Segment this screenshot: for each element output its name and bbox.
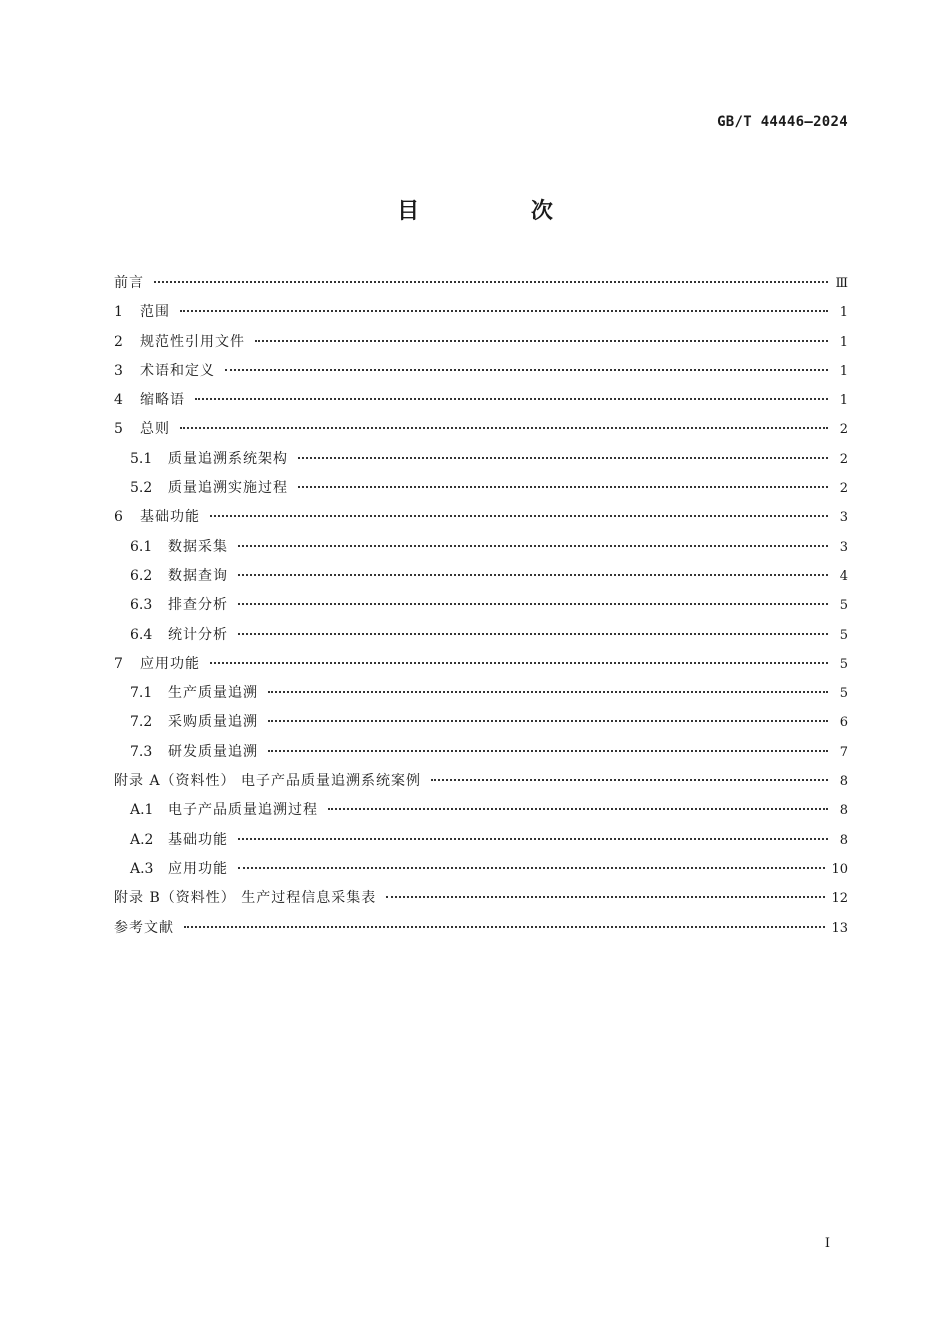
toc-entry-label: 排查分析: [168, 597, 228, 614]
toc-leader: [180, 308, 828, 312]
toc-entry-page: 1: [839, 305, 848, 321]
toc-entry-label: 总则: [140, 421, 170, 438]
toc-entry-page: 4: [839, 568, 848, 584]
toc-leader: [238, 543, 828, 547]
toc-entry-label: 附录 A（资料性） 电子产品质量追溯系统案例: [114, 773, 422, 790]
toc-entry[interactable]: [114, 884, 848, 913]
toc-leader: [210, 660, 828, 664]
toc-entry-page: 10: [831, 861, 848, 877]
toc-entry[interactable]: [114, 562, 848, 591]
toc-leader: [238, 865, 825, 869]
toc-leader: [154, 279, 828, 283]
toc-entry-label: 缩略语: [140, 392, 185, 409]
toc-entry[interactable]: [114, 621, 848, 650]
toc-entry-page: 5: [839, 656, 848, 672]
toc-entry[interactable]: [114, 650, 848, 679]
toc-entry-page: 2: [839, 451, 848, 467]
toc-entry-label: 应用功能: [140, 655, 200, 672]
toc-leader: [255, 338, 828, 342]
toc-entry-label: 电子产品质量追溯过程: [168, 802, 318, 819]
toc-entry-number: 3: [114, 362, 123, 379]
toc-entry-label: 数据查询: [168, 567, 228, 584]
toc-entry-label: 前言: [114, 275, 144, 291]
toc-entry-page: 2: [839, 481, 848, 497]
toc-entry[interactable]: [114, 474, 848, 503]
toc-entry-number: 6.4: [130, 626, 153, 643]
toc-entry[interactable]: [114, 914, 848, 943]
toc-leader: [268, 748, 828, 752]
toc-entry-label: 参考文献: [114, 919, 174, 936]
toc-entry[interactable]: [114, 708, 848, 737]
table-of-contents: [114, 269, 848, 943]
toc-entry-number: A.3: [130, 860, 154, 877]
toc-entry-number: 7.2: [130, 714, 153, 731]
toc-entry-page: 8: [839, 832, 848, 848]
toc-title: 目 次: [397, 199, 605, 224]
toc-entry[interactable]: [114, 679, 848, 708]
toc-entry-page: Ⅲ: [835, 276, 848, 291]
toc-entry[interactable]: [114, 328, 848, 357]
toc-entry-number: 5: [114, 421, 123, 438]
toc-entry[interactable]: [114, 826, 848, 855]
toc-entry[interactable]: [114, 386, 848, 415]
toc-entry-label: 统计分析: [168, 626, 228, 643]
toc-entry[interactable]: [114, 445, 848, 474]
toc-leader: [298, 455, 828, 459]
toc-entry-number: 4: [114, 392, 123, 409]
toc-entry-page: 8: [839, 774, 848, 790]
toc-entry-page: 8: [839, 803, 848, 819]
toc-leader: [431, 777, 828, 781]
toc-entry-label: 规范性引用文件: [140, 333, 245, 350]
toc-entry-number: A.1: [130, 802, 154, 819]
toc-entry-number: 6.2: [130, 567, 153, 584]
toc-entry-page: 7: [839, 744, 848, 760]
toc-entry-label: 质量追溯实施过程: [168, 480, 288, 497]
toc-entry-label: 采购质量追溯: [168, 714, 258, 731]
toc-entry[interactable]: [114, 738, 848, 767]
toc-entry-page: 5: [839, 627, 848, 643]
toc-entry[interactable]: [114, 591, 848, 620]
toc-leader: [328, 806, 828, 810]
toc-entry-label: 应用功能: [168, 860, 228, 877]
toc-entry-page: 5: [839, 598, 848, 614]
toc-entry[interactable]: [114, 796, 848, 825]
toc-entry-page: 3: [839, 539, 848, 555]
toc-entry-number: 6: [114, 509, 123, 526]
toc-entry-page: 13: [831, 920, 848, 936]
toc-entry-label: 数据采集: [168, 538, 228, 555]
toc-entry-number: 7.3: [130, 743, 153, 760]
toc-entry-label: 术语和定义: [140, 362, 215, 379]
toc-entry-page: 3: [839, 510, 848, 526]
toc-entry-page: 2: [839, 422, 848, 438]
toc-leader: [238, 572, 828, 576]
toc-entry-number: 5.2: [130, 480, 153, 497]
toc-entry[interactable]: [114, 533, 848, 562]
toc-entry[interactable]: [114, 269, 848, 298]
toc-entry-label: 基础功能: [168, 831, 228, 848]
toc-entry[interactable]: [114, 503, 848, 532]
toc-leader: [238, 836, 828, 840]
toc-entry[interactable]: [114, 298, 848, 327]
toc-entry-label: 附录 B（资料性） 生产过程信息采集表: [114, 890, 377, 907]
toc-entry-label: 研发质量追溯: [168, 743, 258, 760]
toc-entry-number: 7: [114, 655, 123, 672]
toc-entry[interactable]: [114, 767, 848, 796]
toc-leader: [268, 718, 828, 722]
toc-entry-label: 生产质量追溯: [168, 685, 258, 702]
toc-leader: [184, 924, 825, 928]
toc-leader: [210, 513, 828, 517]
toc-leader: [298, 484, 828, 488]
toc-leader: [180, 425, 828, 429]
toc-leader: [268, 689, 828, 693]
toc-entry-number: 1: [114, 304, 123, 321]
toc-entry-page: 1: [839, 334, 848, 350]
toc-entry-label: 范围: [140, 304, 170, 321]
toc-entry-number: 5.1: [130, 450, 153, 467]
toc-entry-page: 1: [839, 393, 848, 409]
toc-entry-number: 6.3: [130, 597, 153, 614]
toc-leader: [195, 396, 828, 400]
page-number: Ⅰ: [824, 1236, 830, 1251]
toc-entry-page: 6: [839, 715, 848, 731]
standard-number: GB/T 44446—2024: [717, 114, 848, 130]
toc-entry[interactable]: [114, 357, 848, 386]
toc-entry-number: 6.1: [130, 538, 153, 555]
toc-leader: [238, 631, 828, 635]
toc-entry-number: 7.1: [130, 685, 153, 702]
toc-entry-label: 基础功能: [140, 509, 200, 526]
toc-entry-label: 质量追溯系统架构: [168, 450, 288, 467]
toc-leader: [238, 601, 828, 605]
toc-entry[interactable]: [114, 855, 848, 884]
toc-leader: [225, 367, 828, 371]
toc-leader: [386, 894, 825, 898]
toc-entry-page: 5: [839, 686, 848, 702]
toc-entry-page: 1: [839, 363, 848, 379]
toc-entry-number: A.2: [130, 831, 154, 848]
toc-entry-number: 2: [114, 333, 123, 350]
toc-entry-page: 12: [831, 891, 848, 907]
toc-entry[interactable]: [114, 415, 848, 444]
